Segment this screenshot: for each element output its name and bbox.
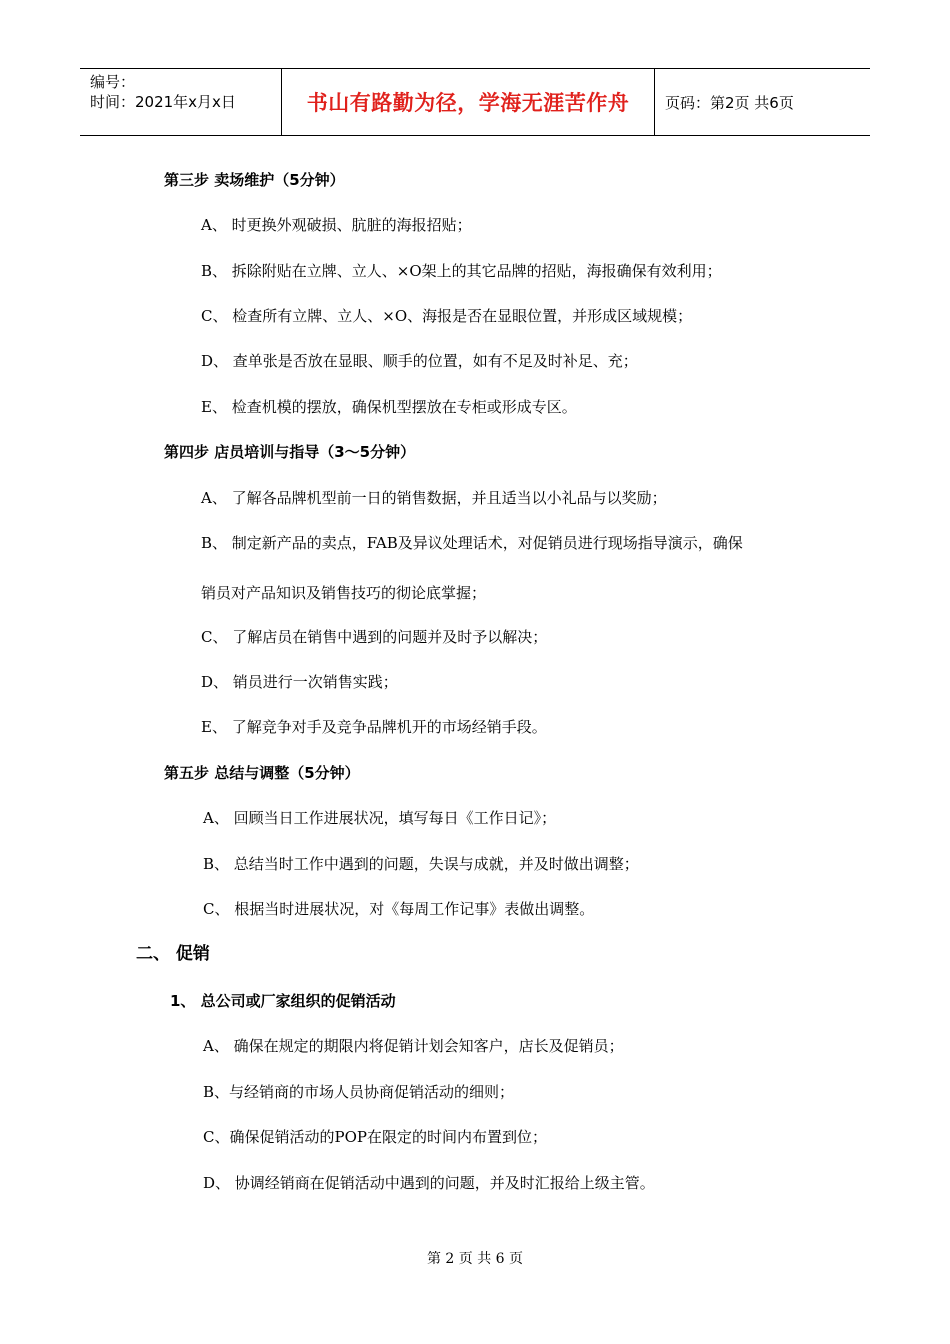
header-meta <box>80 69 282 135</box>
body-line: B、 拆除附贴在立牌、立人、×O架上的其它品牌的招贴，海报确保有效利用； <box>201 262 722 280</box>
body-line: E、 了解竞争对手及竞争品牌机开的市场经销手段。 <box>201 718 547 736</box>
body-line: B、与经销商的市场人员协商促销活动的细则； <box>203 1083 515 1101</box>
body-line: D、 销员进行一次销售实践； <box>201 673 398 691</box>
page-header <box>80 68 870 136</box>
number-label: 编号： <box>90 73 136 91</box>
body-line: D、 协调经销商在促销活动中遇到的问题，并及时汇报给上级主管。 <box>203 1174 655 1192</box>
body-line: 销员对产品知识及销售技巧的彻论底掌握； <box>201 584 487 602</box>
body-line: A、 时更换外观破损、肮脏的海报招贴； <box>201 216 472 234</box>
body-line: A、 了解各品牌机型前一日的销售数据，并且适当以小礼品与以奖励； <box>201 489 667 507</box>
body-line: C、 了解店员在销售中遇到的问题并及时予以解决； <box>201 628 548 646</box>
section-heading: 二、 促销 <box>136 944 210 964</box>
subsection-heading: 1、 总公司或厂家组织的促销活动 <box>170 992 396 1010</box>
body-line: A、 回顾当日工作进展状况，填写每日《工作日记》； <box>203 809 557 827</box>
body-line: C、确保促销活动的POP在限定的时间内布置到位； <box>203 1128 547 1146</box>
header-page-info: 页码：第2页 共6页 <box>665 93 794 112</box>
body-line: B、 制定新产品的卖点，FAB及异议处理话术，对促销员进行现场指导演示，确保 <box>201 534 743 552</box>
body-line: B、 总结当时工作中遇到的问题，失误与成就，并及时做出调整； <box>203 855 639 873</box>
step3-heading: 第三步 卖场维护（5分钟） <box>164 171 345 189</box>
time-label: 时间：2021年x月x日 <box>90 93 236 111</box>
body-line: A、 确保在规定的期限内将促销计划会知客户，店长及促销员； <box>203 1037 624 1055</box>
header-motto: 书山有路勤为径，学海无涯苦作舟 <box>282 69 655 135</box>
body-line: E、 检查机模的摆放，确保机型摆放在专柜或形成专区。 <box>201 398 577 416</box>
body-line: C、 根据当时进展状况，对《每周工作记事》表做出调整。 <box>203 900 595 918</box>
body-line: D、 查单张是否放在显眼、顺手的位置，如有不足及时补足、充； <box>201 352 638 370</box>
body-line: C、 检查所有立牌、立人、×O、海报是否在显眼位置，并形成区域规模； <box>201 307 693 325</box>
step4-heading: 第四步 店员培训与指导（3～5分钟） <box>164 443 416 461</box>
step5-heading: 第五步 总结与调整（5分钟） <box>164 764 360 782</box>
page-footer: 第 2 页 共 6 页 <box>426 1251 524 1267</box>
